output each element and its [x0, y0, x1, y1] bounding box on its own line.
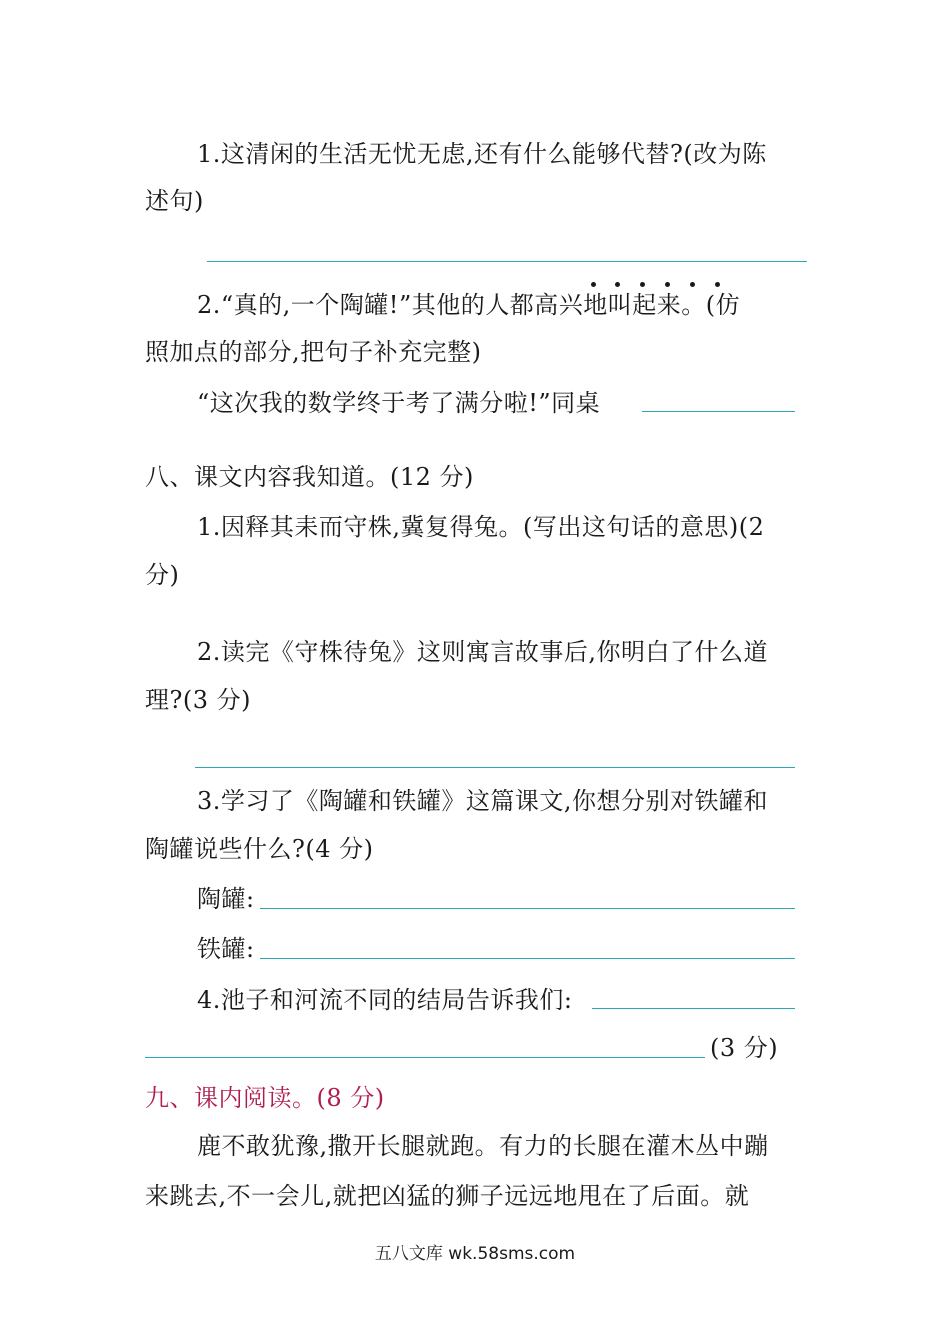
s8-item3-label-tieguan: 铁罐:: [197, 935, 255, 963]
emphasis-dot: [640, 282, 645, 287]
s8-item4-line1: 4.池子和河流不同的结局告诉我们:: [197, 986, 573, 1014]
q7-item1-line2: 述句): [145, 187, 204, 215]
s8-item4-score: (3 分): [710, 1034, 779, 1062]
s8-item3-line2: 陶罐说些什么?(4 分): [145, 835, 374, 863]
s8-item2-line2: 理?(3 分): [145, 686, 251, 714]
emphasis-dot: [715, 282, 720, 287]
s8-item1-line1: 1.因释其耒而守株,冀复得兔。(写出这句话的意思)(2: [197, 513, 765, 541]
s9-paragraph-line2: 来跳去,不一会儿,就把凶猛的狮子远远地甩在了后面。就: [145, 1182, 750, 1210]
emphasis-dot: [690, 282, 695, 287]
q7-item2-line1: 2.“真的,一个陶罐!”其他的人都高兴地叫起来。(仿: [197, 291, 741, 319]
s8-item2-line1: 2.读完《守株待兔》这则寓言故事后,你明白了什么道: [197, 638, 769, 666]
section8-heading: 八、课文内容我知道。(12 分): [145, 463, 474, 491]
page-footer: 五八文库 wk.58sms.com: [374, 1244, 576, 1264]
answer-line[interactable]: [207, 261, 807, 262]
answer-line-tieguan[interactable]: [260, 958, 795, 959]
q7-item2-line3: “这次我的数学终于考了满分啦!”同桌: [197, 389, 601, 417]
section9-heading: 九、课内阅读。(8 分): [145, 1084, 385, 1112]
q7-item2-line2: 照加点的部分,把句子补充完整): [145, 338, 482, 366]
s8-item3-line1: 3.学习了《陶罐和铁罐》这篇课文,你想分别对铁罐和: [197, 787, 769, 815]
emphasis-dot: [665, 282, 670, 287]
s8-item1-line2: 分): [145, 561, 180, 589]
answer-line-taoguan[interactable]: [260, 908, 795, 909]
emphasis-dot: [591, 282, 596, 287]
q7-item1-line1: 1.这清闲的生活无忧无虑,还有什么能够代替?(改为陈: [197, 140, 767, 168]
answer-line[interactable]: [592, 1008, 795, 1009]
emphasis-dot: [615, 282, 620, 287]
s9-paragraph-line1: 鹿不敢犹豫,撒开长腿就跑。有力的长腿在灌木丛中蹦: [197, 1132, 769, 1160]
s8-item3-label-taoguan: 陶罐:: [197, 885, 255, 913]
answer-line[interactable]: [195, 767, 795, 768]
answer-line[interactable]: [145, 1057, 705, 1058]
answer-line[interactable]: [642, 411, 795, 412]
